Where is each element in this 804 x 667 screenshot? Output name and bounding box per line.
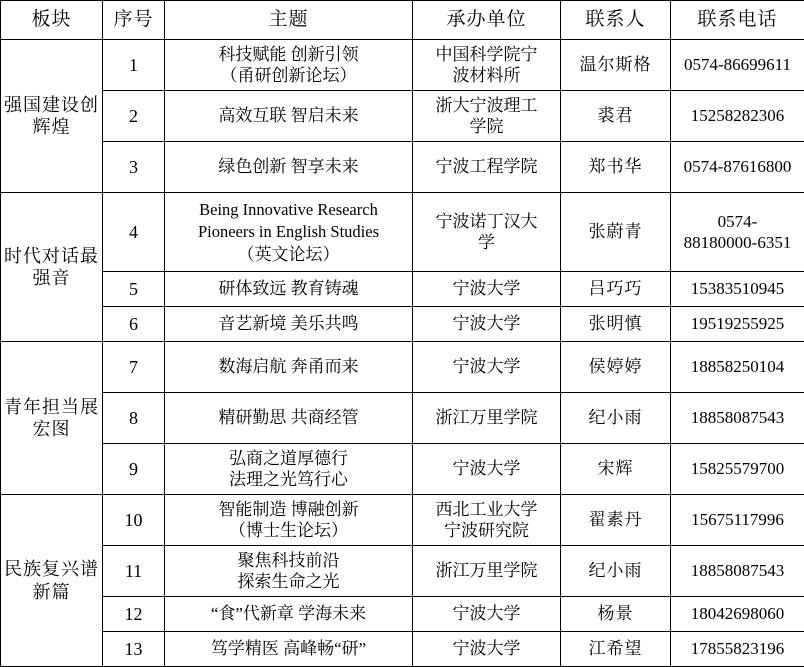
topic-line: Pioneers in English Studies	[167, 221, 410, 243]
row-contact: 张明慎	[561, 307, 671, 342]
row-index: 12	[103, 597, 165, 632]
row-phone	[671, 393, 804, 444]
row-index: 3	[103, 142, 165, 193]
topic-line: 精研勤思 共商经管	[167, 407, 410, 428]
phone-line: 0574-	[673, 211, 802, 232]
section-label: 青年担当展宏图	[1, 342, 103, 495]
column-header-topic: 主题	[165, 1, 413, 40]
table-row	[1, 546, 804, 597]
table-body	[1, 40, 804, 667]
row-contact: 裘君	[561, 91, 671, 142]
section-label: 强国建设创辉煌	[1, 40, 103, 193]
row-index: 8	[103, 393, 165, 444]
row-index: 10	[103, 495, 165, 546]
phone-line: 15825579700	[673, 458, 802, 479]
row-topic	[165, 495, 413, 546]
row-phone	[671, 546, 804, 597]
topic-line: （英文论坛）	[167, 244, 410, 265]
row-index: 2	[103, 91, 165, 142]
topic-line: 弘商之道厚德行	[167, 448, 410, 469]
table-row	[1, 632, 804, 667]
row-host	[413, 444, 561, 495]
row-topic	[165, 193, 413, 272]
host-line: 中国科学院宁	[415, 44, 558, 65]
row-host	[413, 597, 561, 632]
topic-line: 法理之光笃行心	[167, 469, 410, 490]
topic-line: Being Innovative Research	[167, 199, 410, 221]
row-host	[413, 495, 561, 546]
topic-line: 笃学精医 高峰畅“研”	[167, 638, 410, 659]
table-header	[1, 1, 804, 40]
table-row	[1, 193, 804, 272]
phone-line: 18858087543	[673, 560, 802, 581]
topic-line: 音艺新境 美乐共鸣	[167, 313, 410, 334]
column-header-section: 板块	[1, 1, 103, 40]
row-contact: 吕巧巧	[561, 272, 671, 307]
row-index: 1	[103, 40, 165, 91]
phone-line: 15383510945	[673, 278, 802, 299]
topic-line: 数海启航 奔甬而来	[167, 356, 410, 377]
row-contact: 翟素丹	[561, 495, 671, 546]
topic-line: 研体致远 教育铸魂	[167, 278, 410, 299]
table-row	[1, 272, 804, 307]
row-index: 13	[103, 632, 165, 667]
row-host	[413, 142, 561, 193]
section-label: 民族复兴谱新篇	[1, 495, 103, 667]
row-index: 6	[103, 307, 165, 342]
row-index: 11	[103, 546, 165, 597]
row-contact: 侯婷婷	[561, 342, 671, 393]
topic-line: 智能制造 博融创新	[167, 499, 410, 520]
table-row	[1, 307, 804, 342]
section-label: 时代对话最强音	[1, 193, 103, 342]
row-phone	[671, 193, 804, 272]
phone-line: 15258282306	[673, 105, 802, 126]
row-phone	[671, 272, 804, 307]
topic-line: 聚焦科技前沿	[167, 550, 410, 571]
row-index: 5	[103, 272, 165, 307]
column-header-contact: 联系人	[561, 1, 671, 40]
row-phone	[671, 597, 804, 632]
host-line: 波材料所	[415, 65, 558, 86]
row-topic	[165, 444, 413, 495]
column-header-host: 承办单位	[413, 1, 561, 40]
phone-line: 0574-86699611	[673, 54, 802, 75]
row-contact: 江希望	[561, 632, 671, 667]
table-row	[1, 142, 804, 193]
row-contact: 纪小雨	[561, 546, 671, 597]
row-host	[413, 342, 561, 393]
host-line: 宁波工程学院	[415, 156, 558, 177]
row-contact: 温尔斯格	[561, 40, 671, 91]
row-topic	[165, 307, 413, 342]
row-phone	[671, 342, 804, 393]
host-line: 宁波大学	[415, 278, 558, 299]
phone-line: 18858087543	[673, 407, 802, 428]
row-host	[413, 193, 561, 272]
row-topic	[165, 142, 413, 193]
table-row	[1, 597, 804, 632]
topic-line: 科技赋能 创新引领	[167, 44, 410, 65]
row-phone	[671, 142, 804, 193]
host-line: 学	[415, 232, 558, 253]
row-contact: 宋辉	[561, 444, 671, 495]
host-line: 宁波大学	[415, 313, 558, 334]
table-row	[1, 393, 804, 444]
host-line: 宁波大学	[415, 458, 558, 479]
row-host	[413, 307, 561, 342]
row-index: 7	[103, 342, 165, 393]
host-line: 宁波大学	[415, 603, 558, 624]
host-line: 宁波大学	[415, 638, 558, 659]
table-row	[1, 495, 804, 546]
row-phone	[671, 495, 804, 546]
row-host	[413, 91, 561, 142]
row-contact: 郑书华	[561, 142, 671, 193]
host-line: 学院	[415, 116, 558, 137]
row-host	[413, 393, 561, 444]
table-row	[1, 91, 804, 142]
row-contact: 杨景	[561, 597, 671, 632]
column-header-index: 序号	[103, 1, 165, 40]
row-phone	[671, 40, 804, 91]
host-line: 宁波诺丁汉大	[415, 211, 558, 232]
row-phone	[671, 632, 804, 667]
phone-line: 18858250104	[673, 356, 802, 377]
topic-line: 高效互联 智启未来	[167, 105, 410, 126]
table-row	[1, 40, 804, 91]
host-line: 宁波大学	[415, 356, 558, 377]
row-index: 4	[103, 193, 165, 272]
row-contact: 纪小雨	[561, 393, 671, 444]
topic-line: “食”代新章 学海未来	[167, 603, 410, 624]
phone-line: 19519255925	[673, 313, 802, 334]
row-host	[413, 546, 561, 597]
topic-line: （博士生论坛）	[167, 520, 410, 541]
table-header-row	[1, 1, 804, 40]
row-host	[413, 272, 561, 307]
row-topic	[165, 91, 413, 142]
host-line: 浙江万里学院	[415, 407, 558, 428]
row-topic	[165, 40, 413, 91]
row-topic	[165, 597, 413, 632]
topic-line: 探索生命之光	[167, 571, 410, 592]
row-phone	[671, 307, 804, 342]
row-contact: 张蔚青	[561, 193, 671, 272]
row-topic	[165, 546, 413, 597]
phone-line: 88180000-6351	[673, 232, 802, 253]
row-phone	[671, 444, 804, 495]
row-topic	[165, 393, 413, 444]
host-line: 西北工业大学	[415, 499, 558, 520]
row-topic	[165, 632, 413, 667]
topic-line: 绿色创新 智享未来	[167, 156, 410, 177]
phone-line: 18042698060	[673, 603, 802, 624]
topic-line: （甬研创新论坛）	[167, 65, 410, 86]
phone-line: 0574-87616800	[673, 156, 802, 177]
host-line: 浙大宁波理工	[415, 95, 558, 116]
row-host	[413, 40, 561, 91]
host-line: 宁波研究院	[415, 520, 558, 541]
row-index: 9	[103, 444, 165, 495]
row-topic	[165, 272, 413, 307]
table-row	[1, 342, 804, 393]
host-line: 浙江万里学院	[415, 560, 558, 581]
table-row	[1, 444, 804, 495]
phone-line: 15675117996	[673, 509, 802, 530]
phone-line: 17855823196	[673, 638, 802, 659]
column-header-phone: 联系电话	[671, 1, 804, 40]
row-phone	[671, 91, 804, 142]
row-topic	[165, 342, 413, 393]
row-host	[413, 632, 561, 667]
